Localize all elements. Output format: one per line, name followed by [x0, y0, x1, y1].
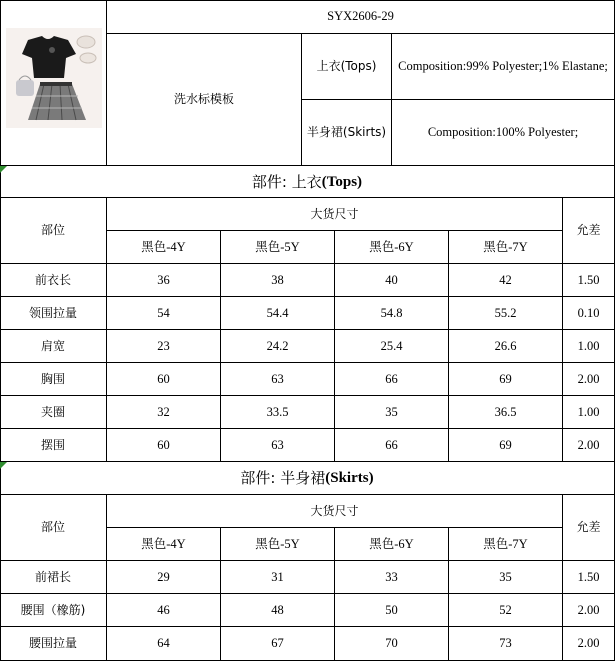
tops-row-value: 66: [335, 363, 449, 396]
tops-size-col: 黑色-6Y: [335, 231, 449, 264]
tops-row-part: 夹圈: [0, 396, 107, 429]
tops-row-value: 32: [107, 396, 221, 429]
tops-row-tolerance: 1.00: [563, 330, 615, 363]
skirts-row-value: 29: [107, 561, 221, 594]
tops-row-tolerance: 2.00: [563, 429, 615, 462]
tops-size-header: 大货尺寸: [107, 198, 563, 231]
product-photo: [6, 28, 102, 128]
tops-row-value: 69: [449, 363, 563, 396]
tops-title-en: (Tops): [321, 173, 363, 190]
skirts-row-value: 35: [449, 561, 563, 594]
tops-section-title: [0, 166, 615, 198]
tops-row-value: 23: [107, 330, 221, 363]
skirts-size-col: 黑色-7Y: [449, 528, 563, 561]
skirts-row-part: 腰围（橡筋): [0, 594, 107, 627]
tops-row-value: 54: [107, 297, 221, 330]
tops-row-value: 38: [221, 264, 335, 297]
tops-part-header: 部位: [0, 198, 107, 264]
tops-row-value: 36.5: [449, 396, 563, 429]
skirts-title-cn: 部件: 半身裙: [240, 469, 326, 487]
skirts-row-value: 31: [221, 561, 335, 594]
tops-row-value: 26.6: [449, 330, 563, 363]
tops-row-value: 42: [449, 264, 563, 297]
skirts-label: 半身裙(Skirts): [302, 100, 392, 166]
product-photo-icon: [6, 28, 102, 128]
tops-size-col: 黑色-5Y: [221, 231, 335, 264]
skirts-tolerance-header: 允差: [563, 495, 615, 561]
cell-comment-marker-icon: [0, 166, 7, 173]
tops-row-value: 36: [107, 264, 221, 297]
skirts-size-col: 黑色-5Y: [221, 528, 335, 561]
cell-comment-marker-icon: [0, 462, 7, 469]
skirts-row-part: 腰围拉量: [0, 627, 107, 661]
tops-row-value: 35: [335, 396, 449, 429]
skirts-size-col: 黑色-6Y: [335, 528, 449, 561]
tops-row-tolerance: 1.00: [563, 396, 615, 429]
tops-row-part: 摆围: [0, 429, 107, 462]
tops-title-cn: 部件: 上衣: [251, 172, 322, 191]
skirts-row-value: 73: [449, 627, 563, 661]
skirts-row-tolerance: 2.00: [563, 627, 615, 661]
skirts-row-tolerance: 2.00: [563, 594, 615, 627]
skirts-row-value: 48: [221, 594, 335, 627]
tops-row-value: 33.5: [221, 396, 335, 429]
tops-composition: Composition:99% Polyester;1% Elastane;: [392, 34, 615, 100]
skirts-row-value: 52: [449, 594, 563, 627]
skirts-size-col: 黑色-4Y: [107, 528, 221, 561]
tops-row-value: 24.2: [221, 330, 335, 363]
tops-row-value: 54.4: [221, 297, 335, 330]
tops-row-value: 60: [107, 429, 221, 462]
tops-row-value: 54.8: [335, 297, 449, 330]
skirts-row-value: 46: [107, 594, 221, 627]
skirts-section-title: [0, 462, 615, 495]
skirts-row-value: 70: [335, 627, 449, 661]
tops-row-value: 55.2: [449, 297, 563, 330]
tops-row-tolerance: 2.00: [563, 363, 615, 396]
skirts-composition: Composition:100% Polyester;: [392, 100, 615, 166]
tops-label: 上衣(Tops): [302, 34, 392, 100]
style-code: SYX2606-29: [107, 0, 615, 34]
skirts-row-value: 64: [107, 627, 221, 661]
tops-row-value: 63: [221, 363, 335, 396]
tops-row-value: 63: [221, 429, 335, 462]
tops-size-col: 黑色-7Y: [449, 231, 563, 264]
tops-row-part: 肩宽: [0, 330, 107, 363]
tops-row-value: 40: [335, 264, 449, 297]
tops-tolerance-header: 允差: [563, 198, 615, 264]
tops-row-part: 前衣长: [0, 264, 107, 297]
skirts-row-value: 50: [335, 594, 449, 627]
tops-row-value: 69: [449, 429, 563, 462]
tops-row-value: 66: [335, 429, 449, 462]
skirts-part-header: 部位: [0, 495, 107, 561]
skirts-row-value: 67: [221, 627, 335, 661]
label-template-title: 洗水标模板: [107, 34, 302, 166]
skirts-row-value: 33: [335, 561, 449, 594]
tops-row-part: 胸围: [0, 363, 107, 396]
tops-size-col: 黑色-4Y: [107, 231, 221, 264]
tops-row-tolerance: 1.50: [563, 264, 615, 297]
skirts-row-tolerance: 1.50: [563, 561, 615, 594]
tops-row-value: 25.4: [335, 330, 449, 363]
skirts-title-en: (Skirts): [325, 470, 374, 486]
skirts-size-header: 大货尺寸: [107, 495, 563, 528]
skirts-row-part: 前裙长: [0, 561, 107, 594]
tops-row-tolerance: 0.10: [563, 297, 615, 330]
tops-row-part: 领围拉量: [0, 297, 107, 330]
tops-row-value: 60: [107, 363, 221, 396]
